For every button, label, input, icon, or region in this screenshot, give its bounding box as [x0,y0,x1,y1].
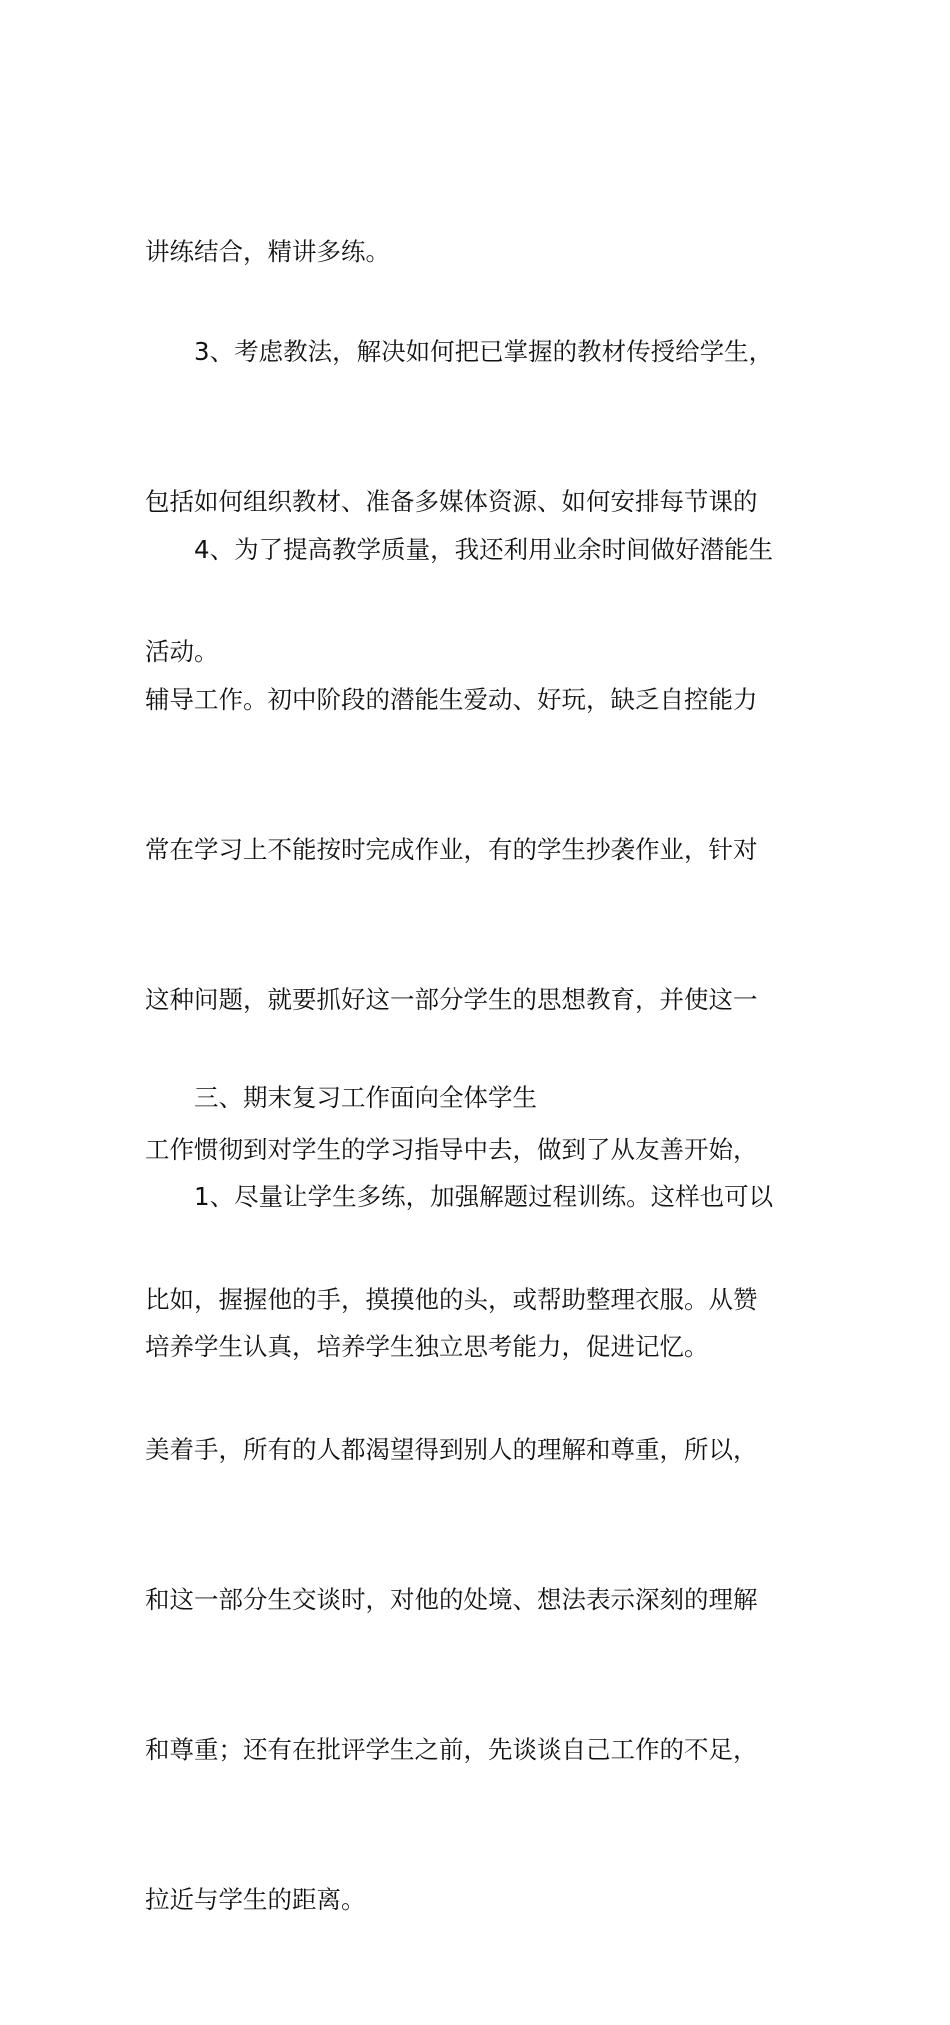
text-line: 包括如何组织教材、准备多媒体资源、如何安排每节课的 [145,487,758,516]
text-line: 常在学习上不能按时完成作业，有的学生抄袭作业，针对 [145,835,758,864]
text-line: 比如，握握他的手，摸摸他的头，或帮助整理衣服。从赞 [145,1285,758,1314]
text-line: 活动。 [145,637,219,666]
text-line: 4、为了提高教学质量，我还利用业余时间做好潜能生 [194,535,774,564]
text-line: 美着手，所有的人都渴望得到别人的理解和尊重，所以， [145,1435,758,1464]
text-line: 这种问题，就要抓好这一部分学生的思想教育，并使这一 [145,985,758,1014]
text-line: 工作惯彻到对学生的学习指导中去，做到了从友善开始， [145,1135,758,1164]
text-line: 3、考虑教法，解决如何把已掌握的教材传授给学生， [194,337,774,366]
text-line: 和这一部分生交谈时，对他的处境、想法表示深刻的理解 [145,1585,758,1614]
text-line: 培养学生认真，培养学生独立思考能力，促进记忆。 [145,1332,709,1361]
text-line: 辅导工作。初中阶段的潜能生爱动、好玩，缺乏自控能力 [145,685,758,714]
paragraph-item-1 [145,1072,809,1472]
text-line: 和尊重；还有在批评学生之前，先谈谈自己工作的不足， [145,1735,758,1764]
text-line: 讲练结合，精讲多练。 [145,237,390,266]
text-line: 三、期末复习工作面向全体学生 [194,1083,537,1112]
text-line: 拉近与学生的距离。 [145,1885,366,1914]
text-line: 1、尽量让学生多练，加强解题过程训练。这样也可以 [194,1182,774,1211]
